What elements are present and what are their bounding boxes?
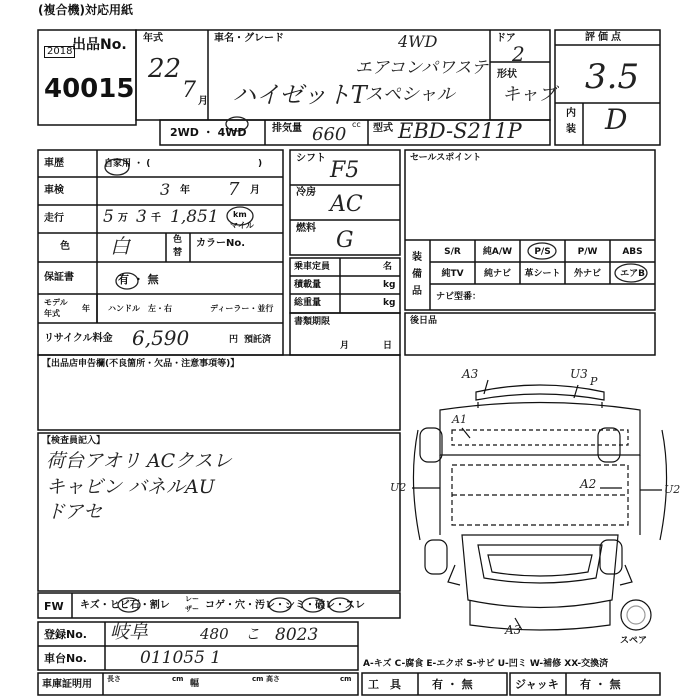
equip-aw: 純A/W [482, 247, 513, 257]
month-value: 7 [182, 78, 196, 103]
reg-label: 登録No. [44, 628, 87, 641]
equip-label-3: 品 [412, 286, 422, 297]
grade-line1: 4WD [398, 32, 438, 51]
sen-unit: 千 [151, 213, 161, 224]
mark-top-left: A3 [462, 367, 479, 381]
spare-label: スペア [620, 636, 648, 646]
load-label: 積載量 [294, 280, 322, 290]
mile-unit: マイル [230, 221, 254, 230]
year-tag: 2018 [44, 46, 75, 58]
gross-unit: kg [383, 298, 396, 308]
len-unit: cm [172, 675, 184, 683]
interior-label-2: 装 [566, 124, 576, 135]
mileage-sen: 3 [136, 207, 147, 227]
equip-abs: ABS [622, 247, 643, 257]
dealer-options: ディーラー・並行 [210, 304, 274, 313]
truck-diagram [412, 380, 667, 630]
model-year-label-2: 年式 [44, 309, 60, 318]
equip-label-2: 備 [412, 269, 422, 280]
equip-ps: P/S [534, 247, 551, 257]
lot-number: 40015 [44, 74, 135, 104]
inspection-year: 3 [160, 180, 171, 199]
ac-label: 冷房 [296, 187, 316, 198]
inspector-label: 【検査員記入】 [42, 436, 106, 446]
year-label: 年式 [143, 33, 163, 44]
interior-label-1: 内 [566, 108, 576, 119]
year-value: 22 [148, 54, 182, 84]
km-unit: km [233, 210, 247, 219]
history-label: 車歴 [44, 158, 64, 169]
mileage-man: 5 [103, 207, 114, 227]
fw-items: キズ・ヒビ石・割レ [80, 600, 170, 611]
mark-top-right: U3 [570, 367, 588, 381]
tools-label: 工 具 [368, 678, 401, 691]
damage-legend: A-キズ C-腐食 E-エクボ S-サビ U-凹ミ W-補修 XX-交換済 [363, 659, 609, 669]
inspection-month: 7 [228, 179, 240, 200]
gross-label: 総重量 [294, 298, 322, 308]
reg-number: 8023 [275, 625, 319, 645]
equip-navi: 純ナビ [483, 269, 511, 279]
recycle-note: 預託済 [244, 335, 272, 345]
model-value: EBD-S211P [398, 119, 522, 143]
equip-tv: 純TV [441, 269, 464, 279]
displacement-label: 排気量 [272, 123, 302, 134]
equip-ext-navi: 外ナビ [573, 269, 601, 279]
fuel-label: 燃料 [296, 223, 316, 234]
warranty-label: 保証書 [44, 272, 74, 283]
model-year-label-1: モデル [44, 298, 68, 307]
declaration-label: 【出品店申告欄(不良箇所・欠品・注意事項等)】 [42, 359, 240, 369]
grade-line2: エアコンパワステ [355, 58, 489, 78]
cc-unit: cc [352, 120, 361, 129]
warranty-options: 有 ・ 無 [118, 273, 159, 286]
capacity-unit: 名 [383, 262, 393, 272]
name-value: ハイゼットT [232, 81, 367, 109]
lot-label: 出品No. [72, 37, 127, 53]
height-label: 高さ [266, 675, 280, 683]
sales-points-label: セールスポイント [410, 153, 482, 163]
mark-right-panel: A2 [580, 477, 597, 491]
mileage-rest: 1,851 [170, 207, 219, 227]
score-value: 3.5 [585, 57, 640, 97]
tools-options: 有 ・ 無 [432, 678, 473, 691]
mark-cab-left: A1 [452, 413, 467, 426]
chassis-value: 011055 1 [140, 648, 222, 668]
inspection-month-unit: 月 [250, 185, 260, 196]
interior-value: D [605, 103, 628, 136]
capacity-label: 乗車定員 [294, 262, 331, 272]
color-no-label: カラーNo. [196, 238, 246, 249]
mark-right: U2 [664, 483, 681, 496]
fw-laser-2: ザー [185, 605, 199, 613]
fw-label: FW [44, 600, 64, 613]
history-close: ) [258, 159, 263, 169]
model-year-year: 年 [82, 304, 90, 313]
shift-value: F5 [330, 158, 360, 183]
fuel-value: G [336, 228, 354, 253]
height-unit: cm [340, 675, 352, 683]
later-label: 後日品 [410, 316, 438, 326]
recycle-value: 6,590 [132, 326, 190, 350]
history-options: 自家用 ・ ( [104, 159, 151, 169]
shift-label: シフト [296, 153, 326, 164]
reg-kana: こ [245, 625, 261, 643]
door-value: 2 [512, 42, 525, 66]
cert-label: 車庫証明用 [42, 679, 92, 690]
docs-month: 月 [340, 341, 350, 351]
displacement-value: 660 [312, 124, 347, 145]
load-unit: kg [383, 280, 396, 290]
inspection-label: 車検 [44, 185, 64, 196]
man-unit: 万 [118, 213, 128, 224]
inspector-line2: キャビン バネルAU [46, 476, 215, 498]
equip-label-1: 装 [412, 252, 422, 263]
ac-value: AC [330, 192, 363, 217]
navi-label: ナビ型番： [436, 292, 482, 302]
shape-label: 形状 [497, 69, 517, 80]
form-title: (複合機)対応用紙 [38, 3, 133, 17]
len-label: 長さ [107, 675, 121, 683]
mileage-label: 走行 [44, 213, 64, 224]
inspector-line3: ドアセ [46, 501, 103, 523]
model-label: 型式 [373, 123, 393, 134]
width-label: 幅 [190, 679, 200, 689]
recycle-label: リサイクル料金 [44, 333, 113, 344]
chassis-label: 車台No. [44, 652, 87, 665]
equip-leather: 革シート [524, 269, 561, 279]
mark-top-right-2: P [590, 375, 598, 388]
mark-bottom: A3 [505, 623, 522, 637]
color-value: 白 [110, 234, 130, 258]
equip-pw: P/W [577, 247, 598, 257]
fw-laser-1: レー [185, 595, 199, 603]
fw-items2: コゲ・穴・汚レ・シミ・破レ・スレ [205, 600, 365, 611]
reg-class: 480 [200, 625, 229, 643]
drive-options: 2WD ・ 4WD [170, 126, 247, 139]
jack-label: ジャッキ [515, 678, 559, 691]
reg-place: 岐阜 [110, 621, 149, 643]
door-label: ドア [496, 33, 516, 44]
color-swap-1: 色 [173, 235, 183, 245]
name-label: 車名・グレード [214, 33, 284, 44]
equip-sr: S/R [444, 247, 461, 257]
color-swap-2: 替 [173, 248, 183, 258]
grade-line3: スペシャル [365, 84, 455, 105]
month-unit: 月 [198, 96, 208, 107]
inspection-year-unit: 年 [180, 185, 190, 196]
width-unit: cm [252, 675, 264, 683]
recycle-unit: 円 [229, 335, 239, 345]
shape-value: キャブ [502, 84, 556, 105]
jack-options: 有 ・ 無 [580, 678, 621, 691]
mark-left: U2 [390, 481, 407, 494]
inspector-line1: 荷台アオリ ACクスレ [46, 450, 232, 472]
color-label: 色 [60, 241, 70, 252]
score-label: 評価点 [585, 32, 624, 43]
docs-label: 書類期限 [294, 317, 331, 327]
handle-options: ハンドル 左・右 [108, 304, 172, 313]
docs-day: 日 [383, 341, 393, 351]
equip-airbag: エアB [620, 269, 645, 279]
